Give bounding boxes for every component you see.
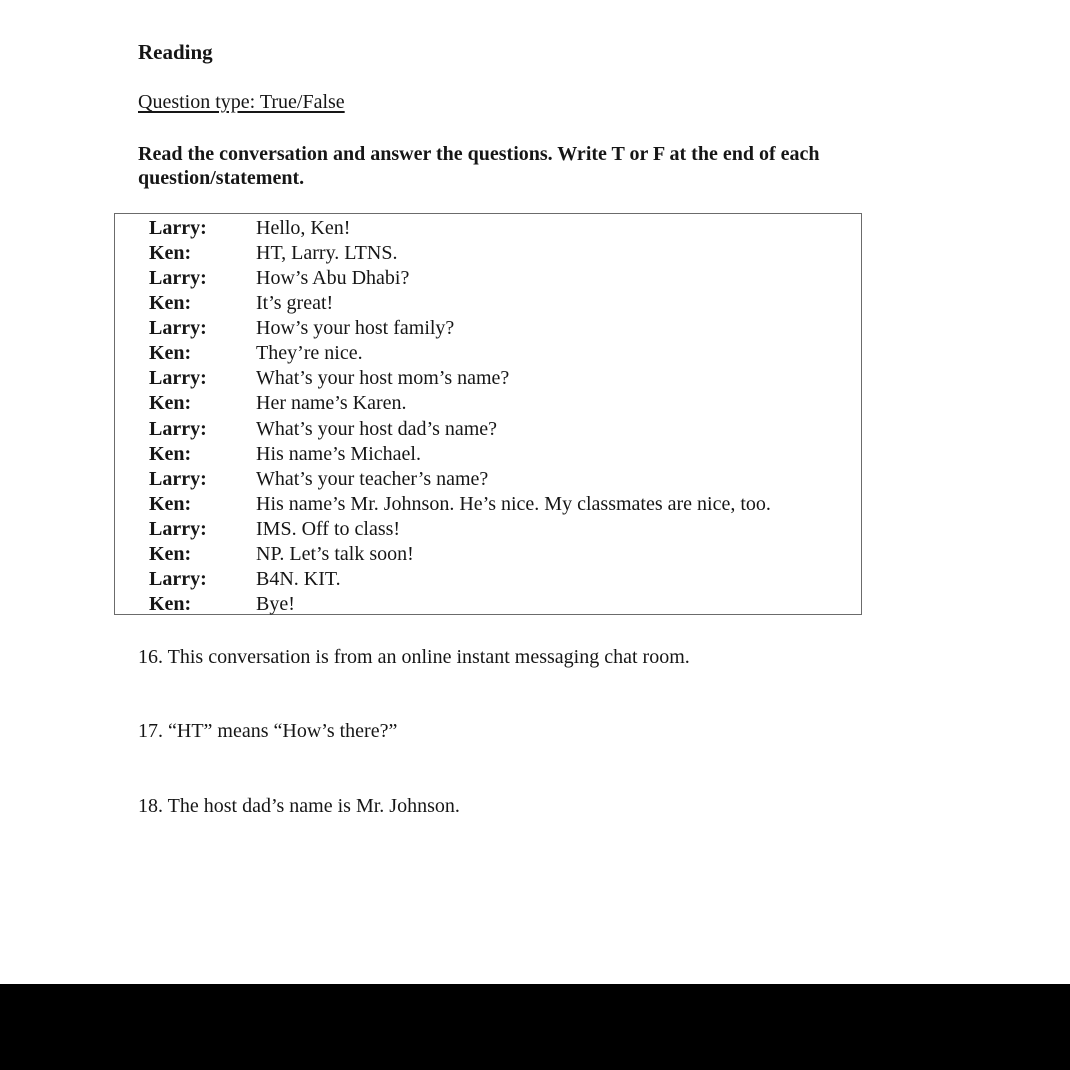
- dialogue-text: His name’s Mr. Johnson. He’s nice. My classmates are nice, too.: [256, 493, 771, 515]
- speaker-name: Ken:: [149, 543, 192, 565]
- dialogue-text: How’s your host family?: [256, 317, 455, 339]
- instructions: Read the conversation and answer the questions. Write T or F at the end of each question/statement.: [138, 143, 820, 189]
- dialogue-line: [149, 492, 849, 517]
- dialogue-line: [149, 241, 849, 266]
- dialogue-line: [149, 391, 849, 416]
- speaker-name: Larry:: [149, 518, 207, 540]
- dialogue-line: [149, 417, 849, 442]
- dialogue-line: [149, 341, 849, 366]
- conversation-box: [114, 213, 862, 615]
- section-title: Reading: [138, 40, 213, 64]
- speaker-name: Ken:: [149, 493, 192, 515]
- dialogue-text: It’s great!: [256, 292, 334, 314]
- dialogue-line: [149, 467, 849, 492]
- dialogue-line: [149, 216, 849, 241]
- speaker-name: Ken:: [149, 292, 192, 314]
- speaker-name: Larry:: [149, 317, 207, 339]
- dialogue-text: How’s Abu Dhabi?: [256, 267, 410, 289]
- speaker-name: Ken:: [149, 392, 192, 414]
- speaker-name: Ken:: [149, 342, 192, 364]
- dialogue-text: What’s your teacher’s name?: [256, 468, 489, 490]
- dialogue-line: [149, 291, 849, 316]
- statement-16: 16. This conversation is from an online instant messaging chat room.: [138, 646, 690, 668]
- speaker-name: Larry:: [149, 468, 207, 490]
- dialogue-text: HT, Larry. LTNS.: [256, 242, 398, 264]
- speaker-name: Ken:: [149, 443, 192, 465]
- dialogue-line: [149, 517, 849, 542]
- dialogue-text: IMS. Off to class!: [256, 518, 401, 540]
- speaker-name: Larry:: [149, 217, 207, 239]
- dialogue-text: Hello, Ken!: [256, 217, 351, 239]
- statement-17: 17. “HT” means “How’s there?”: [138, 720, 398, 742]
- black-bottom-band: [0, 984, 1070, 1070]
- dialogue-text: Her name’s Karen.: [256, 392, 407, 414]
- dialogue-text: B4N. KIT.: [256, 568, 341, 590]
- speaker-name: Larry:: [149, 367, 207, 389]
- dialogue-line: [149, 366, 849, 391]
- dialogue-text: His name’s Michael.: [256, 443, 421, 465]
- dialogue-text: They’re nice.: [256, 342, 363, 364]
- dialogue-line: [149, 542, 849, 567]
- dialogue-text: What’s your host mom’s name?: [256, 367, 510, 389]
- dialogue-line: [149, 316, 849, 341]
- dialogue-line: [149, 592, 849, 617]
- speaker-name: Larry:: [149, 568, 207, 590]
- speaker-name: Ken:: [149, 242, 192, 264]
- dialogue-text: What’s your host dad’s name?: [256, 418, 498, 440]
- speaker-name: Ken:: [149, 593, 192, 615]
- dialogue-text: Bye!: [256, 593, 295, 615]
- question-type-label: Question type: True/False: [138, 91, 345, 113]
- speaker-name: Larry:: [149, 418, 207, 440]
- statement-18: 18. The host dad’s name is Mr. Johnson.: [138, 795, 460, 817]
- dialogue-text: NP. Let’s talk soon!: [256, 543, 414, 565]
- speaker-name: Larry:: [149, 267, 207, 289]
- dialogue-line: [149, 442, 849, 467]
- dialogue-line: [149, 266, 849, 291]
- dialogue-line: [149, 567, 849, 592]
